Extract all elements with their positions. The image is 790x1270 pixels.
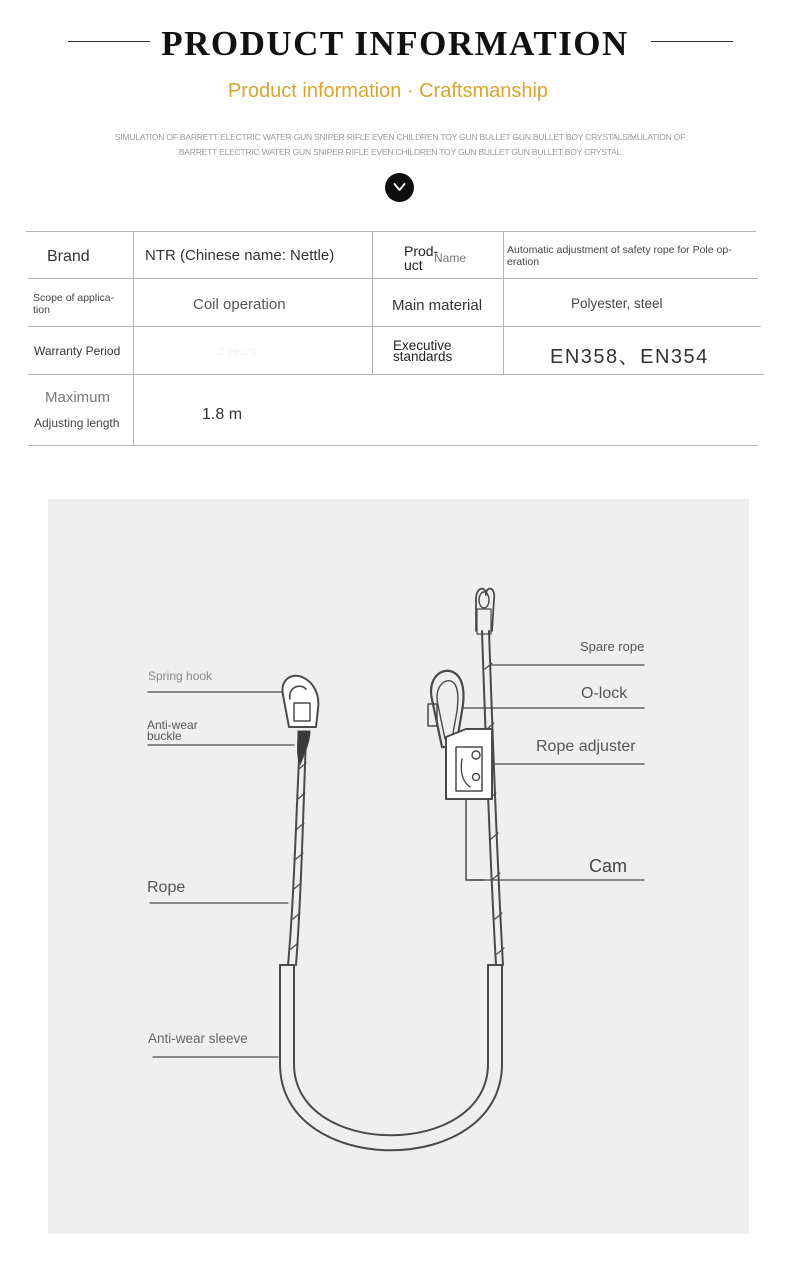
lanyard-illustration — [48, 499, 749, 1234]
label-anti-wear-buckle: Anti-wear — [147, 718, 198, 732]
brand-label: Brand — [47, 248, 90, 265]
fine-print: SIMULATION OF BARRETT ELECTRIC WATER GUN SNIPER RIFLE EVEN CHILDREN TOY GUN BULLET GUN BULLET BOY CRYSTALSIMULATION OF BARRETT ELECTRIC WATER GUN SNIPER RIFLE EVEN CHILDREN TOY GUN BULLET GUN BULLET BOY CRYSTAL — [114, 132, 686, 157]
label-spare-rope: Spare rope — [580, 639, 645, 654]
chevron-down-icon — [393, 182, 406, 193]
page-subtitle: Product information · Craftsmanship — [227, 80, 549, 102]
product-name-label: Prod- — [404, 243, 439, 259]
table-rule — [26, 231, 756, 232]
table-rule — [372, 231, 373, 374]
adjusting-length-label: Adjusting length — [34, 416, 120, 430]
label-spring-hook: Spring hook — [148, 669, 213, 683]
table-rule — [28, 278, 758, 279]
spring-hook — [283, 676, 319, 727]
warranty-label: Warranty Period — [34, 344, 121, 358]
cam-strap — [466, 799, 484, 880]
standards-label: standards — [393, 349, 453, 364]
brand-value: NTR (Chinese name: Nettle) — [145, 247, 335, 264]
product-name-label: uct — [404, 257, 423, 273]
scroll-down-button[interactable] — [385, 173, 414, 202]
label-o-lock: O-lock — [581, 685, 628, 702]
product-name-value: Automatic adjustment of safety rope for Pole op-eration — [507, 244, 732, 268]
material-label: Main material — [392, 297, 483, 314]
label-anti-wear-sleeve: Anti-wear sleeve — [148, 1031, 248, 1046]
anti-wear-sleeve — [294, 965, 488, 1135]
maximum-label: Maximum — [45, 389, 111, 406]
table-rule — [503, 231, 504, 374]
label-rope-adjuster: Rope adjuster — [536, 738, 636, 755]
table-rule — [28, 374, 764, 375]
product-name-label: Name — [434, 251, 467, 265]
adjusting-length-value: 1.8 m — [202, 406, 243, 423]
standards-value: EN358、EN354 — [550, 346, 709, 368]
table-rule — [28, 445, 758, 446]
warranty-value: 3 years — [217, 344, 257, 358]
standards-label: Executive — [393, 338, 452, 353]
page-title: PRODUCT INFORMATION — [161, 24, 629, 63]
scope-label: Scope of applica-tion — [33, 292, 115, 316]
anti-wear-buckle — [298, 731, 311, 765]
table-rule — [133, 231, 134, 445]
anti-wear-sleeve — [280, 965, 502, 1150]
material-value: Polyester, steel — [571, 296, 663, 311]
label-anti-wear-buckle: buckle — [147, 729, 182, 743]
product-diagram — [48, 499, 749, 1234]
label-cam: Cam — [589, 856, 628, 876]
rope-adjuster — [446, 729, 492, 799]
scope-value: Coil operation — [193, 296, 286, 313]
table-rule — [28, 326, 761, 327]
label-rope: Rope — [147, 879, 186, 896]
